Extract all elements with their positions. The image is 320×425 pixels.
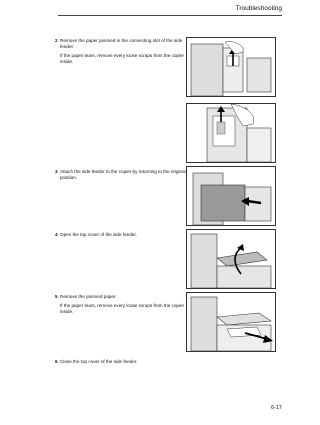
step-number: 2 bbox=[55, 38, 58, 43]
figure-remove-jammed-paper bbox=[186, 292, 276, 352]
page-number: 6-17 bbox=[270, 405, 282, 411]
figure-attach-side-feeder bbox=[186, 166, 276, 226]
step-text: Remove the jammed paper. bbox=[60, 294, 117, 299]
step-6 bbox=[55, 359, 186, 368]
figure-remove-loose-scraps bbox=[186, 103, 276, 163]
step-text: Open the top cover of the side feeder. bbox=[60, 232, 137, 237]
step-text: Attach the side feeder to the copier by returning to the original position. bbox=[60, 169, 186, 180]
step-number: 4 bbox=[55, 232, 58, 237]
step-4 bbox=[55, 232, 186, 241]
step-number: 5 bbox=[55, 294, 58, 299]
step-text: Remove the paper jammed in the connecting slot of the side feeder. bbox=[60, 38, 183, 49]
step-5 bbox=[55, 294, 186, 318]
figure-open-top-cover bbox=[186, 229, 276, 289]
step-3 bbox=[55, 169, 186, 184]
step-2 bbox=[55, 38, 186, 68]
page-header-title: Troubleshooting bbox=[235, 5, 282, 12]
step-text: Close the top cover of the side feeder. bbox=[60, 359, 138, 364]
header-rule bbox=[58, 15, 282, 16]
step-number: 6 bbox=[55, 359, 58, 364]
step-note: If the paper tears, remove every loose scraps from the copier inside. bbox=[60, 302, 185, 314]
step-number: 3 bbox=[55, 169, 58, 174]
step-note: If the paper tears, remove every loose scraps from the copier inside. bbox=[60, 52, 185, 64]
figure-remove-paper-connecting-slot bbox=[186, 37, 276, 97]
